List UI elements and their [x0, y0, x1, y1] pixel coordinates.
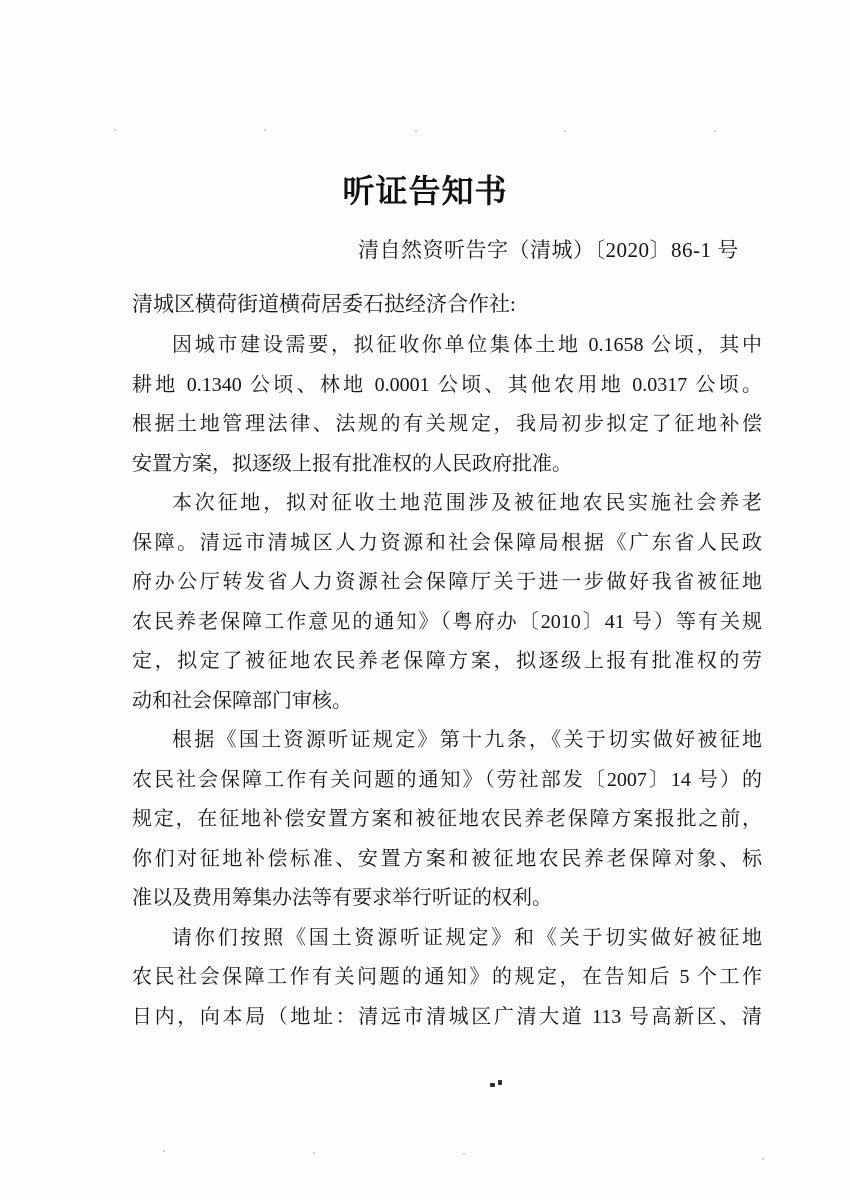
body-line: 准以及费用筹集办法等有要求举行听证的权利。 [132, 887, 552, 909]
body-line: 安置方案，拟逐级上报有批准权的人民政府批准。 [132, 452, 572, 475]
body-line: 农民养老保障工作意见的通知》（粤府办〔2010〕41 号）等有关规 [132, 610, 762, 633]
addressee-line: 清城区横荷街道横荷居委石挞经济合作社: [132, 292, 516, 316]
scan-speckle [264, 129, 266, 131]
scan-speckle [415, 130, 417, 132]
body-line: 府办公厅转发省人力资源社会保障厅关于进一步做好我省被征地 [132, 571, 762, 593]
body-line: 定，拟定了被征地农民养老保障方案，拟逐级上报有批准权的劳 [132, 650, 762, 672]
body-line: 日内，向本局（地址：清远市清城区广清大道 113 号高新区、清 [132, 1005, 762, 1028]
scan-speckle [463, 1153, 465, 1155]
body-line: 保障。清远市清城区人力资源和社会保障局根据《广东省人民政 [132, 531, 762, 554]
body-line: 耕地 0.1340 公顷、林地 0.0001 公顷、其他农用地 0.0317 公顷。 [132, 373, 762, 396]
body-line: 农民社会保障工作有关问题的通知》的规定，在告知后 5 个工作 [132, 966, 762, 988]
ink-blot [498, 1080, 502, 1085]
body-line: 因城市建设需要，拟征收你单位集体土地 0.1658 公顷，其中 [172, 334, 762, 356]
body-line: 根据土地管理法律、法规的有关规定，我局初步拟定了征地补偿 [132, 413, 762, 435]
body-line: 请你们按照《国土资源听证规定》和《关于切实做好被征地 [172, 926, 762, 949]
scan-speckle [714, 130, 716, 132]
scan-speckle [163, 1150, 165, 1152]
ink-blot [490, 1083, 495, 1087]
body-line: 你们对征地补偿标准、安置方案和被征地农民养老保障对象、标 [132, 847, 762, 870]
document-title: 听证告知书 [342, 173, 508, 209]
body-line: 动和社会保障部门审核。 [132, 689, 352, 712]
body-line: 根据《国土资源听证规定》第十九条，《关于切实做好被征地 [172, 729, 762, 751]
body-line: 规定，在征地补偿安置方案和被征地农民养老保障方案报批之前， [132, 808, 762, 830]
body-line: 农民社会保障工作有关问题的通知》（劳社部发〔2007〕14 号）的 [132, 768, 762, 791]
scan-speckle [313, 1152, 315, 1154]
scan-speckle [564, 130, 566, 132]
body-line: 本次征地，拟对征收土地范围涉及被征地农民实施社会养老 [172, 492, 762, 514]
scan-speckle [114, 129, 116, 131]
document-body [132, 326, 762, 1037]
document-reference-number: 清自然资听告字（清城）〔2020〕86-1 号 [358, 238, 739, 262]
scan-speckle [762, 1158, 764, 1160]
